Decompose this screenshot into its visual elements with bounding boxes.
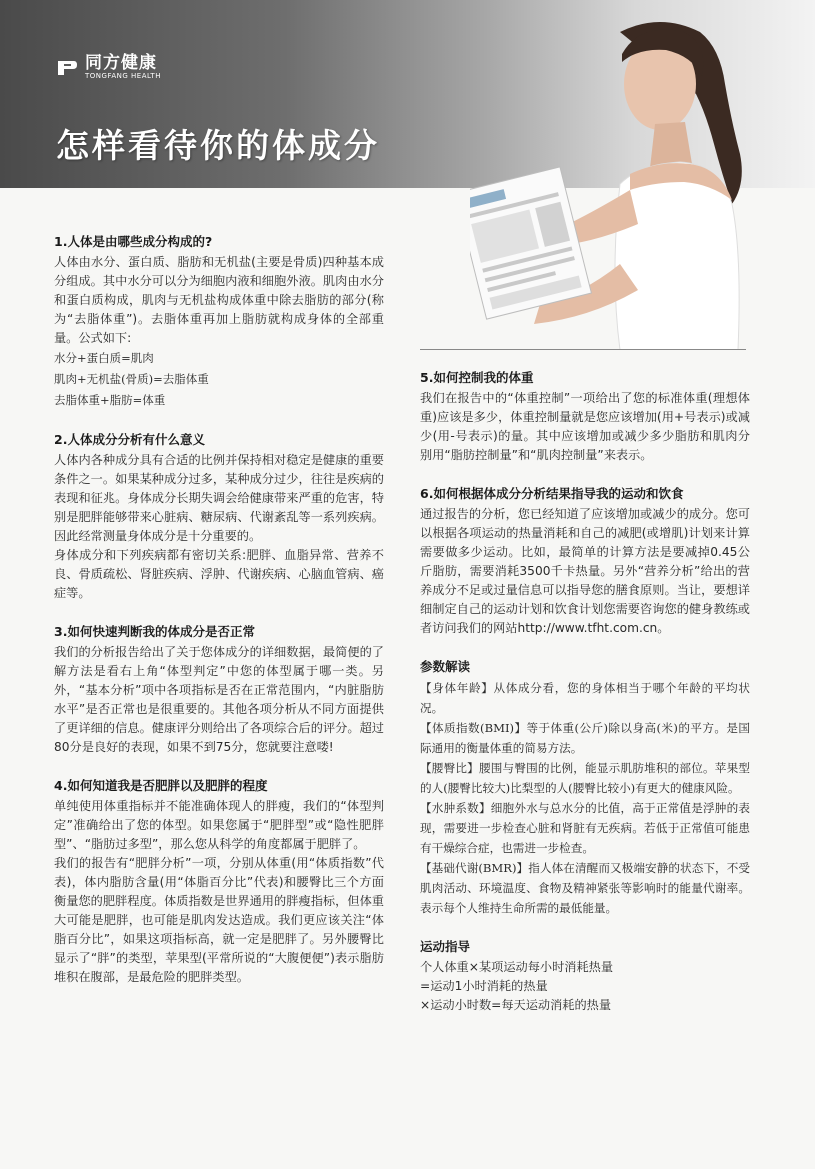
- param-item: 【身体年龄】从体成分看，您的身体相当于哪个年龄的平均状况。: [420, 681, 750, 715]
- params-section: [420, 657, 750, 918]
- formula-line: 水分+蛋白质=肌肉: [54, 351, 154, 365]
- formula-line: 去脂体重+脂肪=体重: [54, 393, 166, 407]
- photo-divider: [420, 349, 746, 350]
- sport-section: [420, 937, 750, 1015]
- section-title: 6.如何根据体成分分析结果指导我的运动和饮食: [420, 486, 684, 501]
- woman-reading-report-photo: [470, 14, 770, 350]
- section-3: [54, 622, 384, 757]
- section-title: 运动指导: [420, 939, 471, 954]
- param-item: 【体质指数(BMI)】等于体重(公斤)除以身高(米)的平方。是国际通用的衡量体重的简易方法。: [420, 721, 750, 755]
- brand-name-en: TONGFANG HEALTH: [85, 72, 161, 80]
- section-1: [54, 232, 384, 411]
- paragraph: 我们在报告中的“体重控制”一项给出了您的标准体重(理想体重)应该是多少，体重控制量就是您应该增加(用+号表示)或减少(用-号表示)的量。其中应该增加或减少多少脂肪和肌肉分别用“脂肪控制量”和“肌肉控制量”来表示。: [420, 391, 750, 462]
- page-title: 怎样看待你的体成分: [56, 126, 380, 165]
- paragraph: 我们的报告有“肥胖分析”一项，分别从体重(用“体质指数”代表)，体内脂肪含量(用“体脂百分比”代表)和腰臀比三个方面衡量您的肥胖程度。体质指数是世界通用的胖瘦指标，但体重大可能是肥胖，也可能是肌肉发达造成。我们更应该关注“体脂百分比”，如果这项指标高，就一定是肥胖了。另外腰臀比显示了“胖”的类型，苹果型(平常所说的“大腹便便”)表示脂肪堆积在腹部，是最危险的肥胖类型。: [54, 856, 384, 984]
- section-title: 4.如何知道我是否肥胖以及肥胖的程度: [54, 778, 268, 793]
- brand-logo: [55, 54, 161, 81]
- section-title: 1.人体是由哪些成分构成的?: [54, 234, 213, 249]
- section-4: [54, 776, 384, 987]
- left-column: [54, 232, 384, 1006]
- formula-line: 肌肉+无机盐(骨质)=去脂体重: [54, 372, 209, 386]
- param-item: 【腰臀比】腰围与臀围的比例，能显示肌肪堆积的部位。苹果型的人(腰臀比较大)比梨型的人(腰臀比较小)有更大的健康风险。: [420, 761, 750, 795]
- section-title: 3.如何快速判断我的体成分是否正常: [54, 624, 255, 639]
- section-title: 参数解读: [420, 659, 471, 674]
- paragraph: 人体内各种成分具有合适的比例并保持相对稳定是健康的重要条件之一。如果某种成分过多，某种成分过少，往往是疾病的表现和征兆。身体成分长期失调会给健康带来严重的危害，特别是肥胖能够带来心脏病、糖尿病、代谢紊乱等一系列疾病。因此经常测量身体成分是十分重要的。: [54, 453, 384, 543]
- tongfang-logo-icon: [55, 57, 79, 79]
- param-item: 【水肿系数】细胞外水与总水分的比值，高于正常值是浮肿的表现，需要进一步检查心脏和肾脏有无疾病。若低于正常值可能患有干燥综合症，也需进一步检查。: [420, 801, 750, 855]
- section-title: 5.如何控制我的体重: [420, 370, 534, 385]
- section-6: [420, 484, 750, 638]
- section-2: [54, 430, 384, 603]
- sport-line: ×运动小时数=每天运动消耗的热量: [420, 998, 612, 1012]
- paragraph: 我们的分析报告给出了关于您体成分的详细数据，最简便的了解方法是看右上角“体型判定”中您的体型属于哪一类。另外，“基本分析”项中各项指标是否在正常范围内，“内脏脂肪水平”是否正常也是很重要的。其他各项分析从不同方面提供了更详细的信息。健康评分则给出了各项综合后的评分。超过80分是良好的表现，如果不到75分，您就要注意喽!: [54, 645, 384, 754]
- section-title: 2.人体成分分析有什么意义: [54, 432, 205, 447]
- sport-line: 个人体重×某项运动每小时消耗热量: [420, 960, 614, 974]
- brand-name-cn: 同方健康: [85, 53, 157, 73]
- paragraph: 人体由水分、蛋白质、脂肪和无机盐(主要是骨质)四种基本成分组成。其中水分可以分为细胞内液和细胞外液。肌肉由水分和蛋白质构成，肌肉与无机盐构成体重中除去脂肪的部分(称为“去脂体重”)。去脂体重再加上脂肪就构成身体的全部重量。公式如下:: [54, 255, 384, 345]
- paragraph: 通过报告的分析，您已经知道了应该增加或减少的成分。您可以根据各项运动的热量消耗和自己的减肥(或增肌)计划来计算需要做多少运动。比如，最简单的计算方法是要减掉0.45公斤脂肪，需要消耗3500千卡热量。另外“营养分析”给出的营养成分不足或过量信息可以指导您的膳食原则。当让，要想详细制定自己的运动计划和饮食计划您需要咨询您的健身教练或者访问我们的网站http://www.tfht.com.cn。: [420, 507, 750, 635]
- right-column: [420, 368, 750, 1034]
- paragraph: 身体成分和下列疾病都有密切关系:肥胖、血脂异常、营养不良、骨质疏松、肾脏疾病、浮肿、代谢疾病、心脑血管病、癌症等。: [54, 548, 384, 600]
- param-item: 【基础代谢(BMR)】指人体在清醒而又极端安静的状态下，不受肌肉活动、环境温度、食物及精神紧张等影响时的能量代谢率。表示每个人维持生命所需的最低能量。: [420, 861, 750, 915]
- sport-line: =运动1小时消耗的热量: [420, 979, 548, 993]
- section-5: [420, 368, 750, 465]
- paragraph: 单纯使用体重指标并不能准确体现人的胖瘦，我们的“体型判定”准确给出了您的体型。如果您属于“肥胖型”或“隐性肥胖型”、“脂肪过多型”，那么您从科学的角度都属于肥胖了。: [54, 799, 384, 851]
